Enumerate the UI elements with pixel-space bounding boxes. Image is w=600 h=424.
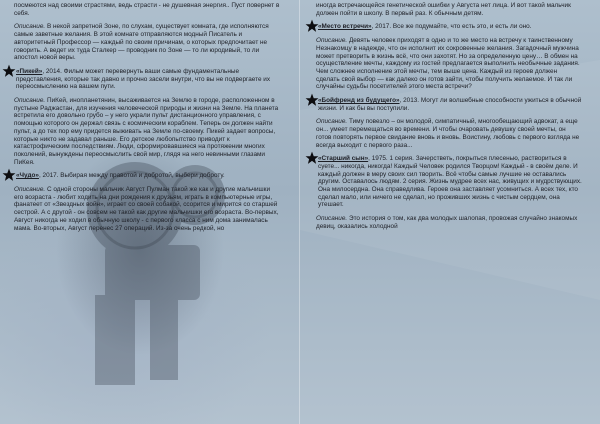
film-entry: «Пикей», 2014. Фильм может перевернуть ваши самые фундаментальные представления, которые так давно и прочно засели внутри, что вы не подвергаете их переосмыслению на вашем пути.: [14, 68, 280, 91]
film-title: «Пикей»: [16, 67, 43, 75]
film-title: «Чудо»: [16, 172, 39, 180]
star-icon: [2, 168, 16, 182]
film-title: «Старший сын»: [318, 155, 369, 163]
description-label: Описание.: [14, 97, 46, 105]
description-label: Описание.: [316, 118, 348, 126]
page-divider: [299, 0, 300, 424]
film-title: «Бойфренд из будущего»: [318, 97, 400, 105]
description-block: Описание. Девять человек приходят в одно и то же место на встречу к таинственному Незнакомцу в надежде, что он исполнит их сокровенные желания. Загадочный мужчина может претворить в жизнь всё, что они захотят. Но за определенную цену… В обмен на осуществление мечты, каждому из гостей предлагается выполнить необычные задания. Чем сложнее исполнение этой мечты, тем выше цена. Каждый из героев должен сделать свой выбор — как далеко он готов зайти, чтобы получить желаемое. И так ли случайны судьбы посетителей этого места встречи?: [316, 37, 580, 91]
right-column: [316, 2, 582, 237]
description-block: Описание. Это история о том, как два молодых шалопая, провожая случайно знакомых девиц, оказались холодной: [316, 215, 578, 230]
description-label: Описание.: [316, 215, 348, 223]
description-block: Описание. С одной стороны мальчик Август Пулман такой же как и другие мальчишки его возраста - любит ходить на дни рождения к друзьям, играть в компьютерные игры, фанатеет от «Звездных войн», играет со своей собакой, ссорится и мирится со старшей сестрой. А с другой - он совсем не такой как другие мальчишки его возраста. Во-первых, Август никогда не ходил в обычную школу - с первого класса с ним дома занималась мама. Во-вторых, Август перенес 27 операций. Из-за очень редкой, но: [14, 186, 279, 232]
star-icon: [305, 151, 319, 165]
description-label: Описание.: [14, 186, 46, 194]
film-entry: «Бойфренд из будущего», 2013. Могут ли волшебные способности ужиться в обычной жизни. И как бы вы поступили.: [316, 97, 582, 112]
description-label: Описание.: [14, 23, 46, 31]
film-entry: «Место встречи», 2017. Все же подумайте, что есть это, и есть ли оно.: [316, 23, 582, 31]
film-entry: «Чудо», 2017. Выбирая между правотой и добротой, выбери доброту.: [14, 172, 280, 180]
description-block: Описание. ПиКей, инопланетянин, высаживается на Землю в городе, расположенном в пустыне Раджастан, для изучения человеческой природы и жизни на Земле. На планета встретила его довольно грубо – у него украли пульт дистанционного управления, с помощью которого он держал связь с космическим кораблем. Теперь он должен найти пульт, а до тех пор ему придется выживать на Земле по-своему. Пикей задает вопросы, которые никто не задавал раньше. Его детское любопытство приводит к катастрофическим последствиям. Люди, сформировавшиеся на протяжении многих поколений, вынуждены переосмыслить свой мир, глядя на него невинными глазами ПиКея.: [14, 97, 279, 166]
star-icon: [305, 19, 319, 33]
star-icon: [2, 64, 16, 78]
film-title: «Место встречи»: [318, 23, 372, 31]
description-label: Описание.: [316, 37, 348, 45]
star-icon: [305, 93, 319, 107]
text-block: посмеются над своими страстями, ведь страсти - не душевная энергия.. Пуст повернет в себя.: [14, 2, 280, 17]
description-block: Описание. Тиму повезло – он молодой, симпатичный, многообещающий адвокат, а еще он... умеет перемещаться во времени. И чтобы очаровать девушку своей мечты, он готов повторять первое свидание вновь и вновь. Воистину, любовь с первого взгляда не всегда выходит с первого раза...: [316, 118, 580, 149]
description-block: Описание. В некой запретной Зоне, по слухам, существует комната, где исполняются самые заветные желания. В этой комнате отправляются модный Писатель и авторитетный Профессор — каждый по своим причинам, о которых предпочитает не говорить. А ведет их туда Сталкер — проводник по Зоне — то ли юродивый, то ли апостол новой веры.: [14, 23, 269, 62]
left-column: [14, 2, 280, 238]
text-block: иногда встречающейся генетической ошибки у Августа нет лица. И вот такой мальчик должен пойти в школу. В первый раз. К обычным детям.: [316, 2, 571, 17]
film-entry: «Старший сын», 1975. 1 серия. Зачерстветь, покрыться плесенью, раствориться в суете... никогда, никогда! Каждый Человек родился Творцом! Каждый - в своём деле. И каждый должен в меру своих сил творить. Всё чтобы самые лучшие не оставались другим. Оставалось людям. 2 серия. Жизнь мудрее всех нас, живущих и мудрствующих. Она милосердна. Она справедлива. Героев она заставляет усомниться. А всех тех, кто сделал мало, или ничего не сделал, но проживших жизнь с чистым сердцем, она утешает.: [316, 155, 582, 209]
